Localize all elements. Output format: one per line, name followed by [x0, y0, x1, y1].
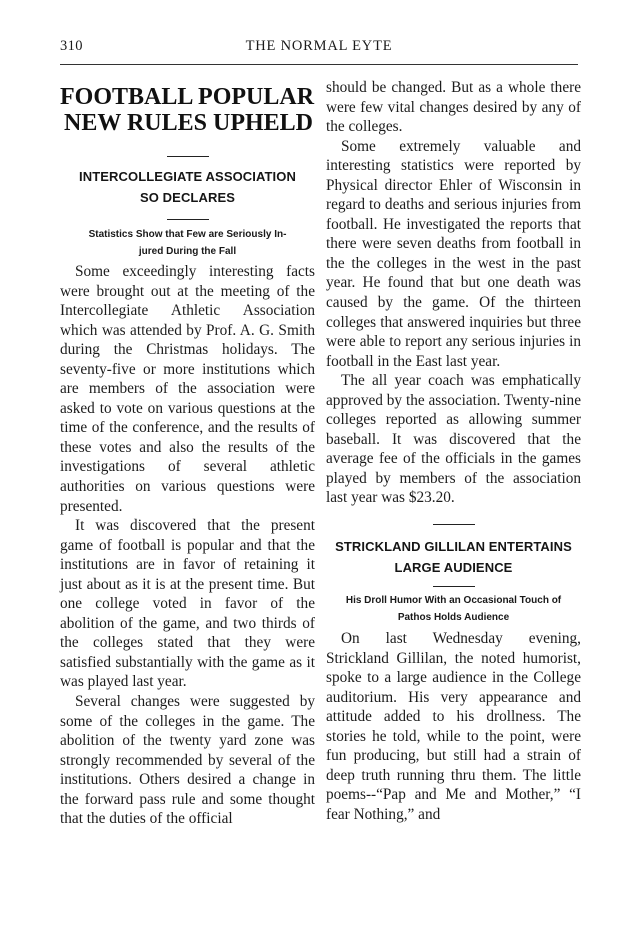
subdeck-line-2: jured During the Fall	[138, 245, 237, 257]
paragraph-continued: should be changed. But as a whole there were few vital changes desired by any of the colleges.	[326, 79, 581, 136]
paragraph: Some exceedingly interesting facts were brought out at the meeting of the Intercollegiate Athletic Association which was attended by Prof. A. G. Smith during the Christmas holidays. The seventy-five or more institutions which are members of the association were asked to vote on various questions at the time of the conference, and the results of these votes and also the results of the investigations of several athletic authorities on various questions were presented.	[60, 263, 315, 515]
article-2-subdeck	[326, 593, 581, 626]
running-head	[60, 38, 578, 58]
paragraph: On last Wednesday evening, Strickland Gillilan, the noted humorist, spoke to a large audience in the College auditorium. His very appearance and attitude added to his drollness. The stories he told, while to the point, were fun producing, but still had a strain of deep truth running thru them. The little poems--“Pap and Me and Mother,” “I fear Nothing,” and	[326, 630, 581, 823]
section-rule	[433, 524, 475, 525]
headline-line-1: STRICKLAND GILLILAN ENTERTAINS	[335, 539, 572, 555]
paragraph: Some extremely valuable and interesting statistics were reported by Physical director Ehler of Wisconsin in regard to deaths and serious injuries from football. He investigated the reports that there were seven deaths from football in the the colleges in the west in the past year. He found that but one death was caused by the game. Of the thirteen colleges that answered inquiries but three were able to report any serious injuries in football in the East last year.	[326, 137, 581, 370]
paragraph: The all year coach was emphatically approved by the association. Twenty-nine colleges reported as allowing summer baseball. It was discovered that the average fee of the officials in the games played by members of the association last year was $23.20.	[326, 372, 581, 507]
journal-title: THE NORMAL EYTE	[245, 38, 393, 54]
article-deck	[60, 166, 315, 208]
column-right	[326, 78, 581, 825]
headline-line-1: FOOTBALL POPULAR	[60, 84, 315, 110]
headline-line-2: LARGE AUDIENCE	[394, 560, 513, 576]
section-rule	[167, 219, 209, 220]
headline-line-2: NEW RULES UPHELD	[64, 110, 313, 136]
column-left	[60, 80, 315, 829]
deck-line-1: INTERCOLLEGIATE ASSOCIATION	[79, 169, 296, 184]
page-number: 310	[60, 38, 83, 54]
article-subdeck	[60, 227, 315, 260]
article-headline	[60, 84, 315, 136]
subdeck-line-2: Pathos Holds Audience	[397, 611, 510, 623]
article-2-body	[326, 629, 581, 824]
paragraph: It was discovered that the present game of football is popular and that the institutions are in favor of retaining it just about as it is at the present time. But one college voted in favor of the abolition of the game, and two thirds of the colleges stated that they were satisfied substantially with the game as it was played last year.	[60, 517, 315, 691]
subdeck-line-1: His Droll Humor With an Occasional Touch of	[345, 595, 562, 607]
header-rule	[60, 64, 578, 65]
section-rule	[433, 586, 475, 587]
subdeck-line-1: Statistics Show that Few are Seriously In-	[88, 229, 287, 240]
article-body	[60, 262, 315, 829]
article-2-headline	[326, 536, 581, 578]
paragraph: Several changes were suggested by some of the colleges in the game. The abolition of the twenty yard zone was strongly recommended by several of the institutions. Others desired a change in the forward pass rule and some thought that the duties of the official	[60, 693, 315, 828]
magazine-page	[60, 0, 580, 949]
deck-line-2: SO DECLARES	[139, 190, 235, 205]
article-body-continued	[326, 78, 581, 508]
section-rule	[167, 156, 209, 157]
